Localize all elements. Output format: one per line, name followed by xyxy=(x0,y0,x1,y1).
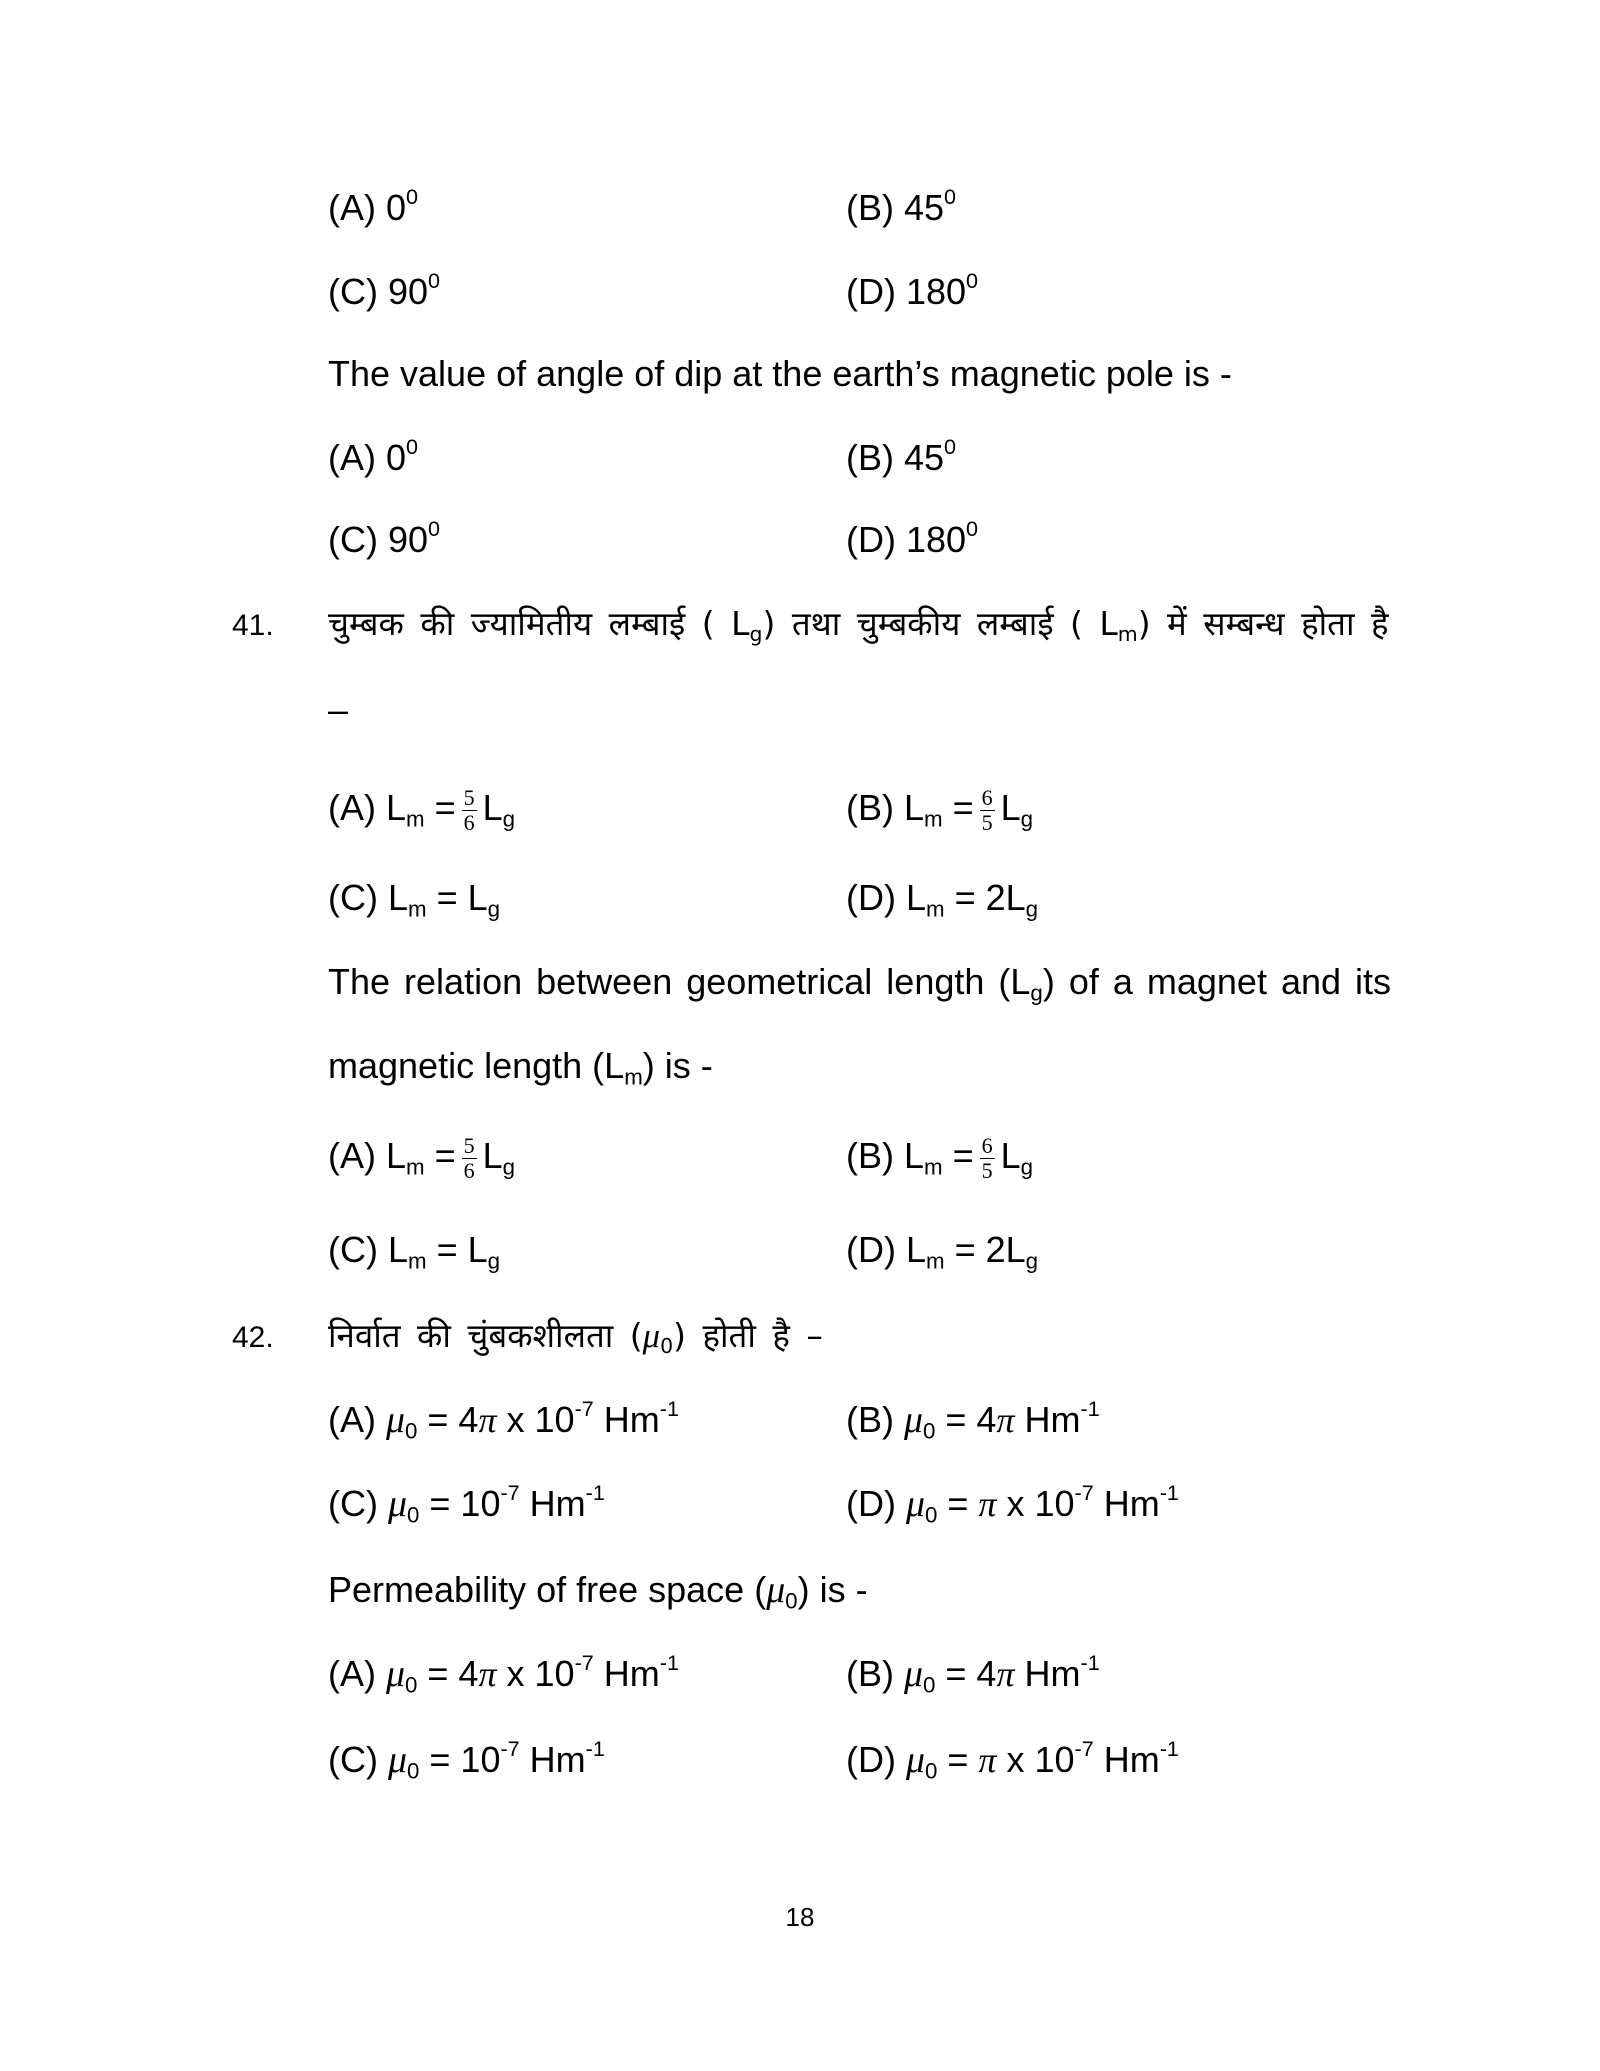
q41-option-a-en: (A) $L_m$ = $\frac{5}{6}$ $L_g$ xyxy=(328,1133,516,1183)
q41-option-b: (B) $L_m$ = $\frac{6}{5}$ $L_g$ xyxy=(846,785,1034,835)
option-d-prev: (D) $180^0$ xyxy=(846,267,979,312)
option-d-dip: (D) $180^0$ xyxy=(846,515,979,560)
page-number: 18 xyxy=(785,1902,815,1932)
question-41-english-line1: The relation between geometrical length $(L_g)$ of a magnet and its xyxy=(328,961,1392,1006)
q41-option-c: (C) $L_m = L_g$ xyxy=(328,877,501,922)
q42-option-c-en: (C) $\mu_0 = 10^{-7}$ $Hm^{-1}$ xyxy=(328,1735,605,1784)
question-41-english-line2: magnetic length $(L_m)$ is - xyxy=(328,1045,713,1090)
fraction: $\frac{6}{5}$ xyxy=(981,1133,993,1183)
option-b-dip: (B) $45^0$ xyxy=(846,433,957,478)
option-c-dip: (C) $90^0$ xyxy=(328,515,441,560)
q41-option-d: (D) $L_m = 2L_g$ xyxy=(846,877,1039,922)
question-number-42: 42. xyxy=(232,1321,274,1354)
question-number-41: 41. xyxy=(232,609,274,642)
q42-option-b-en: (B) $\mu_0 = 4\pi$ $Hm^{-1}$ xyxy=(846,1649,1100,1698)
option-a-prev: (A) $0^0$ xyxy=(328,183,419,228)
q42-option-a: (A) $\mu_0 = 4\pi$ x $10^{-7}$ $Hm^{-1}$ xyxy=(328,1395,679,1444)
q42-option-b: (B) $\mu_0 = 4\pi$ $Hm^{-1}$ xyxy=(846,1395,1100,1444)
q42-option-d: (D) $\mu_0 = \pi$ x $10^{-7}$ $Hm^{-1}$ xyxy=(846,1479,1179,1528)
fraction: $\frac{6}{5}$ xyxy=(981,785,993,835)
q41-option-a: (A) $L_m$ = $\frac{5}{6}$ $L_g$ xyxy=(328,785,516,835)
option-c-prev: (C) $90^0$ xyxy=(328,267,441,312)
question-angle-of-dip: The value of angle of dip at the earth’s magnetic pole is - xyxy=(328,353,1232,394)
fraction: $\frac{5}{6}$ xyxy=(463,785,475,835)
option-a-dip: (A) $0^0$ xyxy=(328,433,419,478)
q42-option-d-en: (D) $\mu_0 = \pi$ x $10^{-7}$ $Hm^{-1}$ xyxy=(846,1735,1179,1784)
question-41-hindi: चुम्बक की ज्यामितीय लम्बाई ( $L_g$) तथा चुम्बकीय लम्बाई ( $L_m$) में सम्बन्ध होता है xyxy=(328,604,1389,647)
option-b-prev: (B) $45^0$ xyxy=(846,183,957,228)
question-41-dash: – xyxy=(328,689,349,730)
fraction: $\frac{5}{6}$ xyxy=(463,1133,475,1183)
q42-option-a-en: (A) $\mu_0 = 4\pi$ x $10^{-7}$ $Hm^{-1}$ xyxy=(328,1649,679,1698)
question-42-english: Permeability of free space $(\mu_0)$ is - xyxy=(328,1569,868,1614)
q41-option-b-en: (B) $L_m$ = $\frac{6}{5}$ $L_g$ xyxy=(846,1133,1034,1183)
q42-option-c: (C) $\mu_0 = 10^{-7}$ $Hm^{-1}$ xyxy=(328,1479,605,1528)
q41-option-c-en: (C) $L_m = L_g$ xyxy=(328,1229,501,1274)
question-42-hindi: निर्वात की चुंबकशीलता $(\mu_0)$ होती है – xyxy=(328,1316,823,1359)
q41-option-d-en: (D) $L_m = 2L_g$ xyxy=(846,1229,1039,1274)
